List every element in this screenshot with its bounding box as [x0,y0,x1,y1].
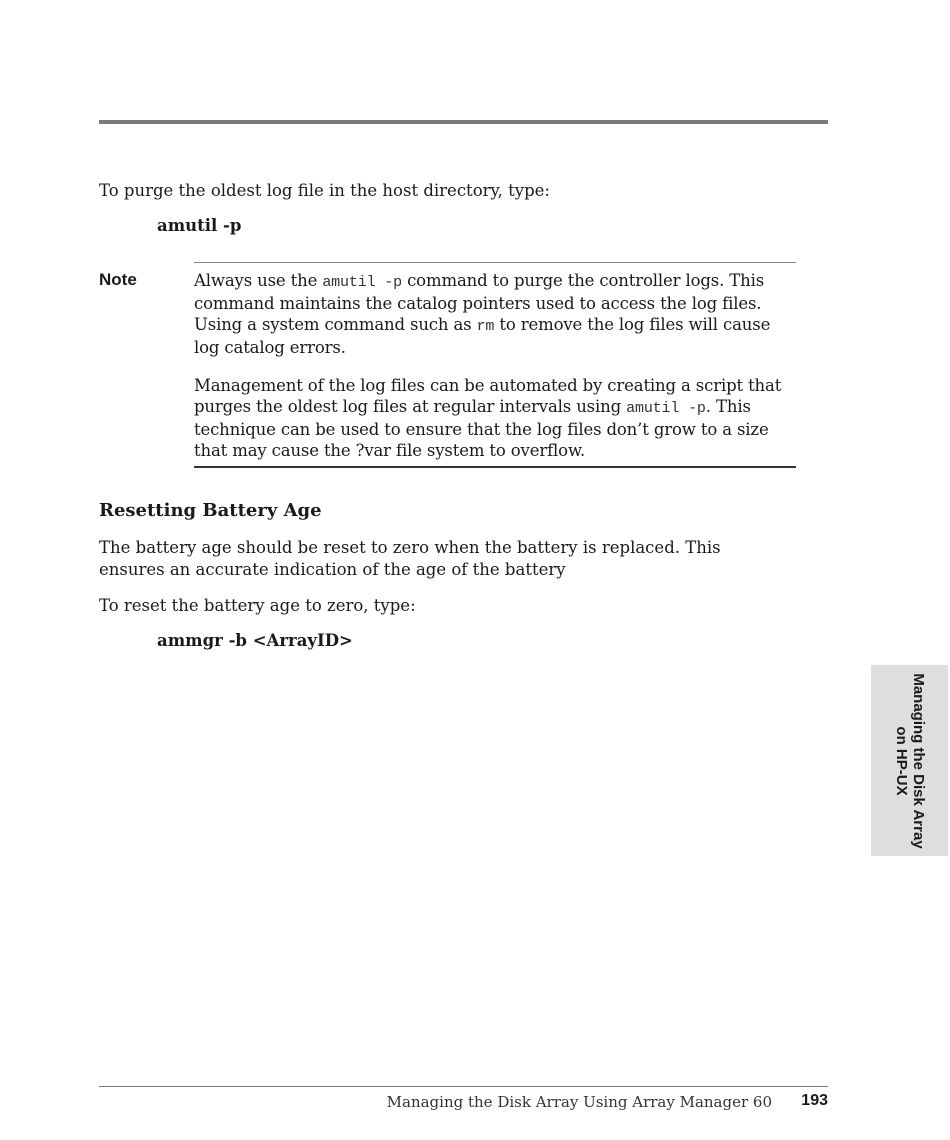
chapter-side-tab [871,665,948,856]
footer-title: Managing the Disk Array Using Array Manager 60 [386,1093,772,1111]
note-paragraph-1: Always use the amutil -p command to purge the controller logs. This command maintains the catalog pointers used to access the log files. Using a system command such as rm to remove the log files will cause log catalog errors. [194,271,771,357]
page-number: 193 [801,1092,828,1109]
footer-rule [99,1086,828,1087]
note-top-rule [194,262,796,263]
purge-intro-text: To purge the oldest log file in the host directory, type: [99,181,550,200]
note-paragraph-2: Management of the log files can be automated by creating a script that purges the oldest log files at regular intervals using amutil -p. This technique can be used to ensure that the log files don’t grow to a size that may cause the ?var file system to overflow. [194,376,782,460]
note-label: Note [99,270,137,289]
note-inline-command: amutil -p [322,274,402,291]
section-heading: Resetting Battery Age [99,500,322,521]
note-inline-command-rm: rm [476,318,495,335]
header-rule [99,120,828,124]
side-tab-label: Managing the Disk Array on HP-UX [892,672,927,849]
battery-command: ammgr -b <ArrayID> [157,631,353,650]
purge-command: amutil -p [157,216,242,235]
battery-paragraph: The battery age should be reset to zero when the battery is replaced. This ensures an accurate indication of the age of the battery [99,538,721,579]
note-inline-command-2: amutil -p [626,400,706,417]
note-bottom-rule [194,466,796,468]
battery-intro-text: To reset the battery age to zero, type: [99,596,416,615]
